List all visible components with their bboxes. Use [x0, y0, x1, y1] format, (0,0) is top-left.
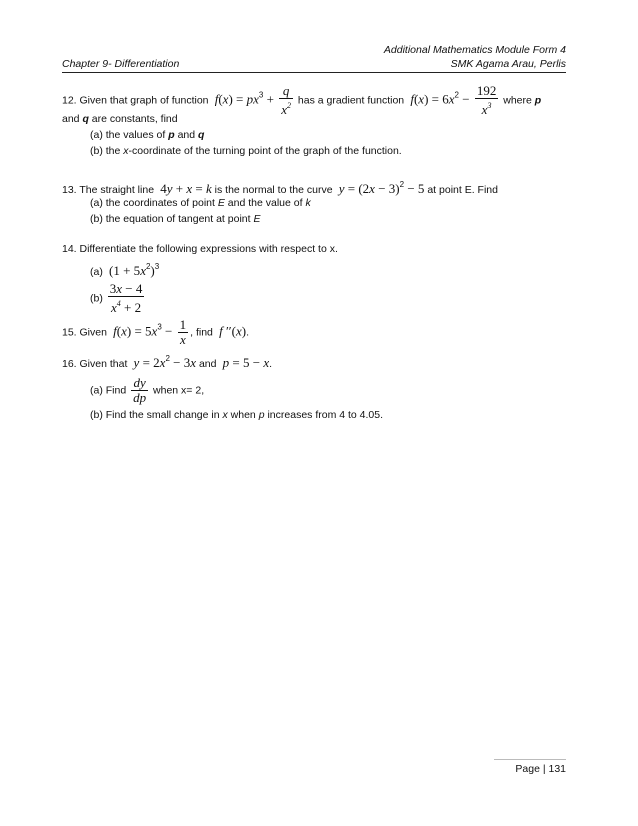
- page-number: Page | 131: [515, 763, 566, 775]
- fraction-192-over-x3: $\frac{192}{x^3}$: [476, 83, 497, 117]
- footer-rule: [494, 759, 566, 760]
- fraction-q-over-x2: $\frac{q}{x^2}$: [281, 83, 291, 117]
- question-16-line-1: 16. Given that $y = 2x^2 - 3x$ and p = 5 − x.: [62, 354, 273, 370]
- question-16-part-b: (b) Find the small change in x when p increases from 4 to 4.05.: [90, 409, 384, 421]
- header-module-title: Additional Mathematics Module Form 4: [383, 44, 566, 56]
- fraction-dy-over-dp: $\frac{dy}{dp}$: [133, 375, 147, 405]
- question-12-part-a: (a) the values of p and q: [90, 129, 205, 141]
- question-12-line-1: 12. Given that graph of function $f(x) = px^3$ + $\frac{q}{x^2}$ has a gradient function $f(x) = 6x^2$ − $\frac{192}{x^3}$ where p: [62, 83, 542, 117]
- header-school: SMK Agama Arau, Perlis: [450, 58, 566, 70]
- header-rule: [62, 72, 566, 73]
- question-12-part-b: (b) the x-coordinate of the turning point of the graph of the function.: [90, 145, 402, 157]
- question-15-line-1: 15. Given $f(x) = 5x^3$ − $\frac{1}{x}$ , find f ′′(x).: [62, 317, 250, 347]
- question-14-part-b: (b) $\frac{3x - 4}{x^4 + 2}$: [90, 281, 143, 315]
- fraction-1-over-x: $\frac{1}{x}$: [179, 317, 187, 347]
- question-13-part-b: (b) the equation of tangent at point E: [90, 213, 261, 225]
- question-14-line-1: 14. Differentiate the following expressions with respect to x.: [62, 243, 338, 255]
- fraction-3x-4-over-x4-2: $\frac{3x - 4}{x^4 + 2}$: [109, 281, 143, 315]
- question-16-part-a: (a) Find $\frac{dy}{dp}$ when x= 2,: [90, 375, 205, 405]
- header-chapter: Chapter 9- Differentiation: [62, 58, 180, 70]
- question-12-line-2: and q are constants, find: [62, 113, 178, 125]
- question-13-line-1: 13. The straight line 4y + x = k is the normal to the curve $y = (2x - 3)^2 - 5$ at point E. Find: [62, 180, 498, 196]
- question-14-part-a: (a) $(1 + 5x^2)^3$: [90, 262, 160, 278]
- question-13-part-a: (a) the coordinates of point E and the value of k: [90, 197, 311, 209]
